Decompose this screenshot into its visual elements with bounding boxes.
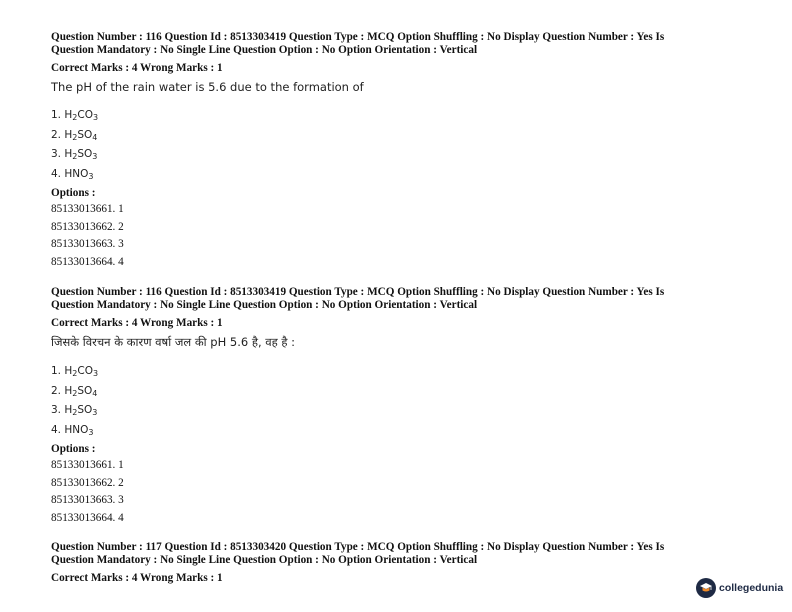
graduation-cap-icon xyxy=(696,578,716,598)
answer-choice: 3. $H_2SO_3$ xyxy=(51,148,98,161)
option-id: 85133013661. 1 xyxy=(51,203,124,215)
option-id: 85133013663. 3 xyxy=(51,494,124,506)
question-block-2 xyxy=(51,286,751,527)
marks-line: Correct Marks : 4 Wrong Marks : 1 xyxy=(51,317,223,329)
answer-choice: 1. $H_2CO_3$ xyxy=(51,109,99,122)
question-meta-line1: Question Number : 117 Question Id : 8513303420 Question Type : MCQ Option Shuffling : No Display Question Number : Yes Is xyxy=(51,541,665,553)
question-meta-line2: Question Mandatory : No Single Line Question Option : No Option Orientation : Vertical xyxy=(51,299,478,311)
answer-choice: 2. $H_2SO_4$ xyxy=(51,384,98,398)
answer-choice: 3. $H_2SO_3$ xyxy=(51,404,98,417)
question-meta-line1: Question Number : 116 Question Id : 8513303419 Question Type : MCQ Option Shuffling : No Display Question Number : Yes Is xyxy=(51,31,665,43)
answer-choice: 1. $H_2CO_3$ xyxy=(51,365,99,378)
marks-line: Correct Marks : 4 Wrong Marks : 1 xyxy=(51,62,223,74)
question-text: जिसके विरचन के कारण वर्षा जल की pH 5.6 है, वह है : xyxy=(51,335,296,349)
option-id: 85133013663. 3 xyxy=(51,238,124,250)
options-heading: Options : xyxy=(51,187,96,199)
question-block-3 xyxy=(51,541,751,585)
answer-choices xyxy=(51,363,751,441)
question-meta-line2: Question Mandatory : No Single Line Question Option : No Option Orientation : Vertical xyxy=(51,554,478,566)
answer-choice: 2. $H_2SO_4$ xyxy=(51,128,98,142)
option-id: 85133013662. 2 xyxy=(51,220,124,233)
logo-text: collegedunia xyxy=(719,582,784,594)
collegedunia-logo xyxy=(696,578,783,598)
options-heading: Options : xyxy=(51,443,96,455)
answer-choice: 4. $HNO_3$ xyxy=(51,423,94,437)
question-meta-line1: Question Number : 116 Question Id : 8513303419 Question Type : MCQ Option Shuffling : No Display Question Number : Yes Is xyxy=(51,286,665,298)
answer-choice: 4. $HNO_3$ xyxy=(51,167,94,181)
option-id: 85133013664. 4 xyxy=(51,255,124,268)
marks-line: Correct Marks : 4 Wrong Marks : 1 xyxy=(51,572,223,584)
question-block-1 xyxy=(51,31,751,271)
question-meta-line2: Question Mandatory : No Single Line Question Option : No Option Orientation : Vertical xyxy=(51,44,478,56)
answer-choices xyxy=(51,107,751,185)
option-id: 85133013664. 4 xyxy=(51,511,124,524)
option-id: 85133013661. 1 xyxy=(51,459,124,471)
option-id: 85133013662. 2 xyxy=(51,476,124,489)
question-text: The pH of the rain water is 5.6 due to the formation of xyxy=(51,80,364,94)
